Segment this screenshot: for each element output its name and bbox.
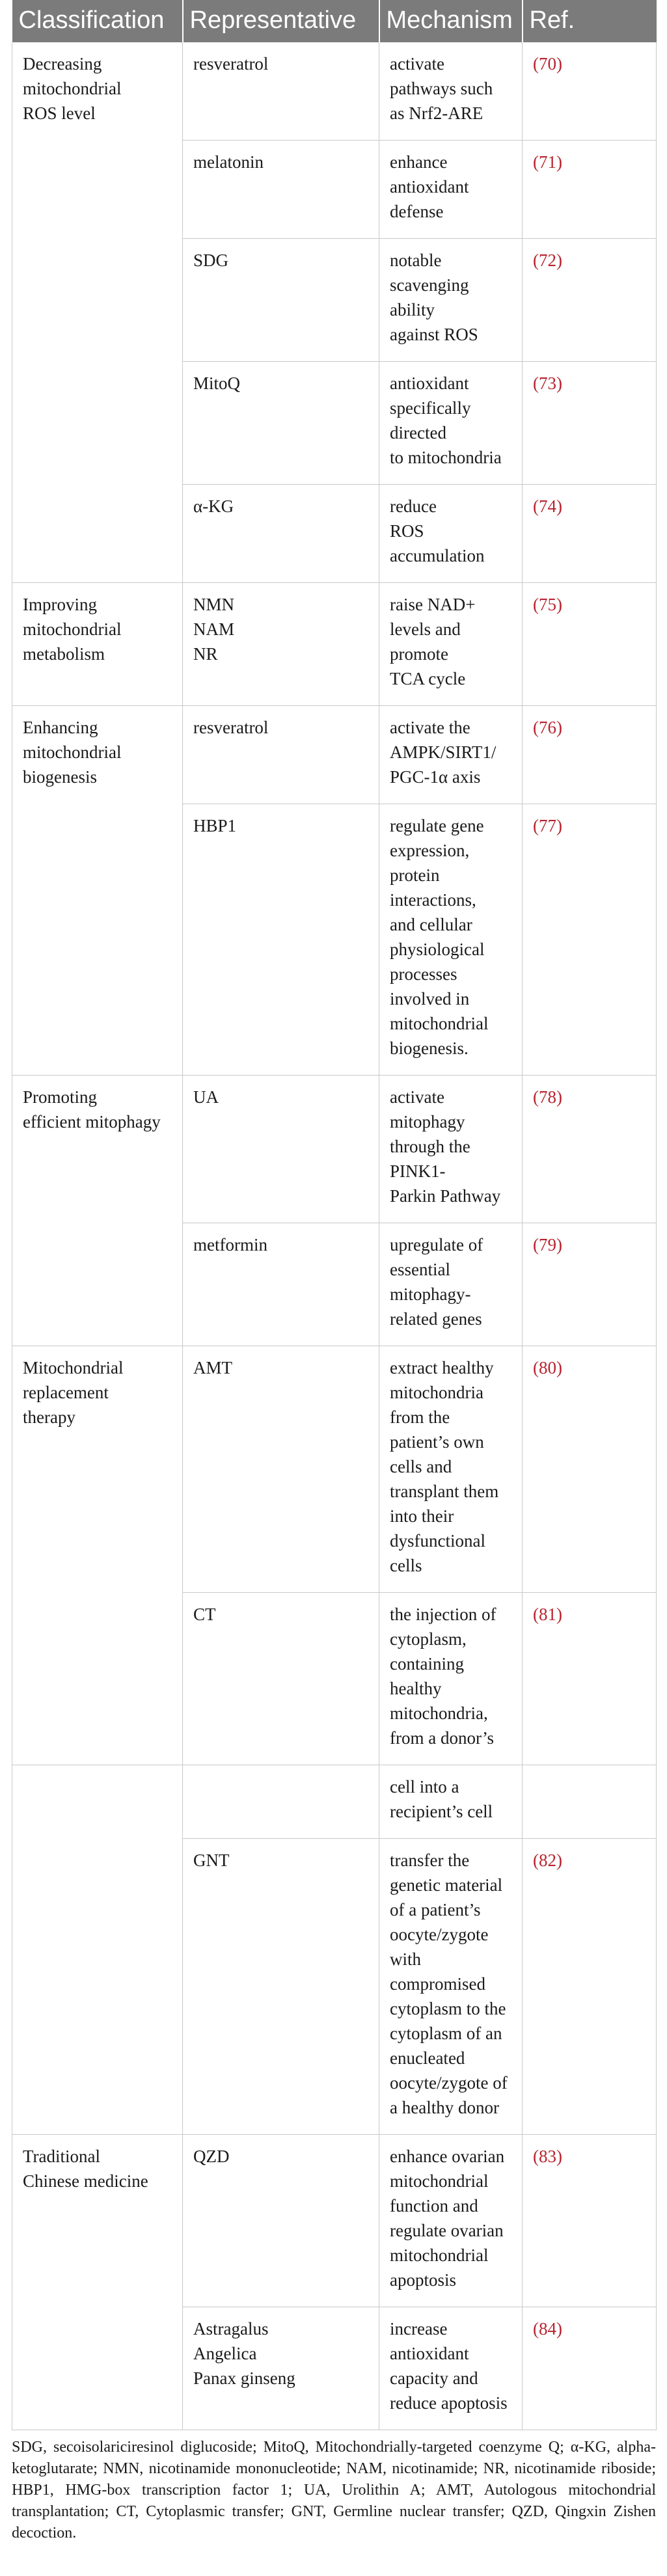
mechanism-cell: activate the AMPK/SIRT1/ PGC-1α axis xyxy=(379,706,523,804)
classification-cell: Mitochondrial replacement therapy xyxy=(12,1346,183,1765)
ref-cell xyxy=(523,1765,657,1839)
representative-cell: melatonin xyxy=(183,141,379,239)
ref-cell: (76) xyxy=(523,706,657,804)
ref-link[interactable]: 77 xyxy=(539,816,556,835)
ref-link[interactable]: 74 xyxy=(539,496,556,516)
ref-cell: (71) xyxy=(523,141,657,239)
representative-cell: α-KG xyxy=(183,485,379,583)
mechanism-cell: activate pathways such as Nrf2-ARE xyxy=(379,42,523,141)
page xyxy=(12,0,656,2544)
mechanism-cell: increase antioxidant capacity and reduce apoptosis xyxy=(379,2307,523,2430)
ref-cell: (70) xyxy=(523,42,657,141)
ref-cell: (75) xyxy=(523,583,657,706)
ref-link[interactable]: 73 xyxy=(539,373,556,393)
representative-cell: resveratrol xyxy=(183,706,379,804)
representative-cell: resveratrol xyxy=(183,42,379,141)
table-footnote: SDG, secoisolariciresinol diglucoside; MitoQ, Mitochondrially-targeted coenzyme Q; α-KG, alpha-ketoglutarate; NMN, nicotinamide mononucleotide; NAM, nicotinamide; NR, nicotinamide riboside; HBP1, HMG-box transcription factor 1; UA, Urolithin A; AMT, Autologous mitochondrial transplantation; CT, Cytoplasmic transfer; GNT, Germline nuclear transfer; QZD, Qingxin Zishen decoction. xyxy=(12,2439,656,2542)
table-row xyxy=(12,706,657,804)
classification-cell: Decreasing mitochondrial ROS level xyxy=(12,42,183,583)
ref-link[interactable]: 82 xyxy=(539,1851,556,1870)
ref-cell: (78) xyxy=(523,1076,657,1223)
representative-cell: metformin xyxy=(183,1223,379,1346)
ref-link[interactable]: 79 xyxy=(539,1235,556,1254)
classification-cell: Promoting efficient mitophagy xyxy=(12,1076,183,1346)
ref-link[interactable]: 75 xyxy=(539,595,556,614)
mechanism-cell: reduce ROS accumulation xyxy=(379,485,523,583)
representative-cell: NMN NAM NR xyxy=(183,583,379,706)
table-row xyxy=(12,42,657,141)
table-row xyxy=(12,1346,657,1593)
mechanism-cell: transfer the genetic material of a patient’s oocyte/zygote with compromised cytoplasm to the cytoplasm of an enucleated oocyte/zygote of a healthy donor xyxy=(379,1839,523,2135)
ref-link[interactable]: 72 xyxy=(539,251,556,270)
ref-cell: (77) xyxy=(523,804,657,1076)
table-header-row xyxy=(12,0,657,42)
representative-cell: HBP1 xyxy=(183,804,379,1076)
representative-cell: SDG xyxy=(183,239,379,362)
header-classification: Classification xyxy=(12,0,183,42)
mechanism-cell: cell into a recipient’s cell xyxy=(379,1765,523,1839)
ref-cell: (80) xyxy=(523,1346,657,1593)
classification-cell: Traditional Chinese medicine xyxy=(12,2135,183,2430)
header-mechanism: Mechanism xyxy=(379,0,523,42)
table-row xyxy=(12,2135,657,2307)
classification-cell: Improving mitochondrial metabolism xyxy=(12,583,183,706)
classification-cell-continued xyxy=(12,1765,183,2135)
table-row xyxy=(12,1765,657,1839)
representative-cell: MitoQ xyxy=(183,362,379,485)
representative-cell xyxy=(183,1765,379,1839)
mechanism-cell: extract healthy mitochondria from the patient’s own cells and transplant them into their dysfunctional cells xyxy=(379,1346,523,1593)
ref-link[interactable]: 81 xyxy=(539,1605,556,1624)
ref-cell: (83) xyxy=(523,2135,657,2307)
representative-cell: QZD xyxy=(183,2135,379,2307)
representative-cell: AMT xyxy=(183,1346,379,1593)
table-row xyxy=(12,583,657,706)
mechanism-cell: raise NAD+ levels and promote TCA cycle xyxy=(379,583,523,706)
ref-link[interactable]: 71 xyxy=(539,152,556,172)
ref-cell: (82) xyxy=(523,1839,657,2135)
representative-cell: UA xyxy=(183,1076,379,1223)
mechanism-cell: regulate gene expression, protein interactions, and cellular physiological processes involved in mitochondrial biogenesis. xyxy=(379,804,523,1076)
mechanism-cell: enhance antioxidant defense xyxy=(379,141,523,239)
ref-link[interactable]: 84 xyxy=(539,2319,556,2339)
ref-cell: (73) xyxy=(523,362,657,485)
ref-cell: (74) xyxy=(523,485,657,583)
ref-link[interactable]: 83 xyxy=(539,2147,556,2166)
ref-link[interactable]: 70 xyxy=(539,54,556,74)
mechanism-cell: upregulate of essential mitophagy- related genes xyxy=(379,1223,523,1346)
representative-cell: GNT xyxy=(183,1839,379,2135)
representative-cell: Astragalus Angelica Panax ginseng xyxy=(183,2307,379,2430)
table-row xyxy=(12,1076,657,1223)
ref-cell: (72) xyxy=(523,239,657,362)
representative-cell: CT xyxy=(183,1593,379,1765)
mechanism-cell: the injection of cytoplasm, containing healthy mitochondria, from a donor’s xyxy=(379,1593,523,1765)
ref-link[interactable]: 80 xyxy=(539,1358,556,1377)
classification-cell: Enhancing mitochondrial biogenesis xyxy=(12,706,183,1076)
mechanism-cell: activate mitophagy through the PINK1- Parkin Pathway xyxy=(379,1076,523,1223)
mitochondria-therapy-table xyxy=(12,0,657,2430)
ref-cell: (84) xyxy=(523,2307,657,2430)
ref-link[interactable]: 76 xyxy=(539,718,556,737)
mechanism-cell: antioxidant specifically directed to mitochondria xyxy=(379,362,523,485)
mechanism-cell: notable scavenging ability against ROS xyxy=(379,239,523,362)
mechanism-cell: enhance ovarian mitochondrial function and regulate ovarian mitochondrial apoptosis xyxy=(379,2135,523,2307)
header-representative: Representative xyxy=(183,0,379,42)
ref-cell: (79) xyxy=(523,1223,657,1346)
header-ref: Ref. xyxy=(523,0,657,42)
ref-link[interactable]: 78 xyxy=(539,1087,556,1107)
ref-cell: (81) xyxy=(523,1593,657,1765)
